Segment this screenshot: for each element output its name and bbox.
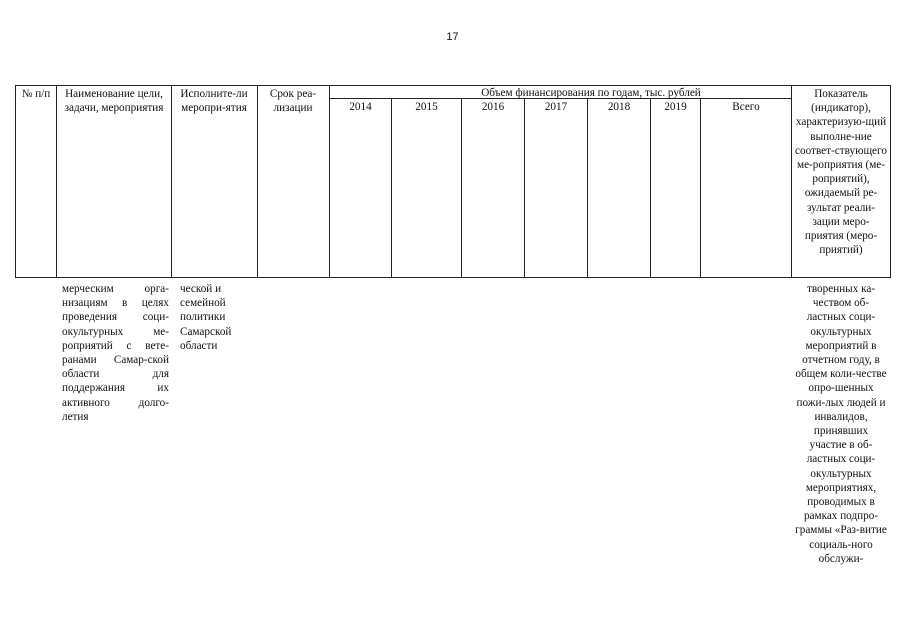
header-year-2018: 2018 [607,101,631,113]
header-name: Наименование цели, задачи, мероприятия [64,88,164,115]
col-border-2018 [650,98,651,277]
col-border-no [56,85,57,277]
col-border-executor [257,85,258,277]
col-border-2017 [587,98,588,277]
row-name: мерческим орга-низациям в целях проведения соци-окультурных ме-роприятий с вете-ранами Самар-ской области для поддержания их активного долго-летия [62,283,169,423]
col-border-2016 [524,98,525,277]
header-indicator: Показатель (индикатор), характеризую-щий выполне-ние соответ-ствующего ме-роприятия (ме-роприятий), ожидаемый ре-зультат реали-зации меро-приятия (меро-приятий) [795,88,887,257]
col-border-2014 [391,98,392,277]
header-bottom-border [15,277,891,278]
header-financing-title: Объем финансирования по годам, тыс. рублей [481,87,701,99]
header-no: № п/п [21,88,51,100]
header-year-2017: 2017 [544,101,568,113]
col-border-left [15,85,16,277]
row-indicator: творенных ка-чеством об-ластных соци-окультурных мероприятий в отчетном году, в общем коли-честве опро-шенных пожи-лых людей и инвалидов, принявших участие в об-ластных соци-окультурных мероприятиях, проводимых в рамках подпро-граммы «Раз-витие социаль-ного обслужи- [795,283,887,565]
header-executor: Исполните-ли меропри-ятия [180,88,248,115]
row-executor: ческой и семейной политики Самарской области [180,283,232,352]
header-year-2019: 2019 [664,101,687,113]
col-border-name [171,85,172,277]
header-term: Срок реа-лизации [269,88,317,115]
col-border-total [791,85,792,277]
col-border-right [890,85,891,277]
col-border-2019 [700,98,701,277]
page-number: 17 [446,31,459,43]
header-year-2016: 2016 [481,101,505,113]
header-total: Всего [732,101,760,113]
header-year-2014: 2014 [349,101,372,113]
header-year-2015: 2015 [415,101,438,113]
col-border-2015 [461,98,462,277]
